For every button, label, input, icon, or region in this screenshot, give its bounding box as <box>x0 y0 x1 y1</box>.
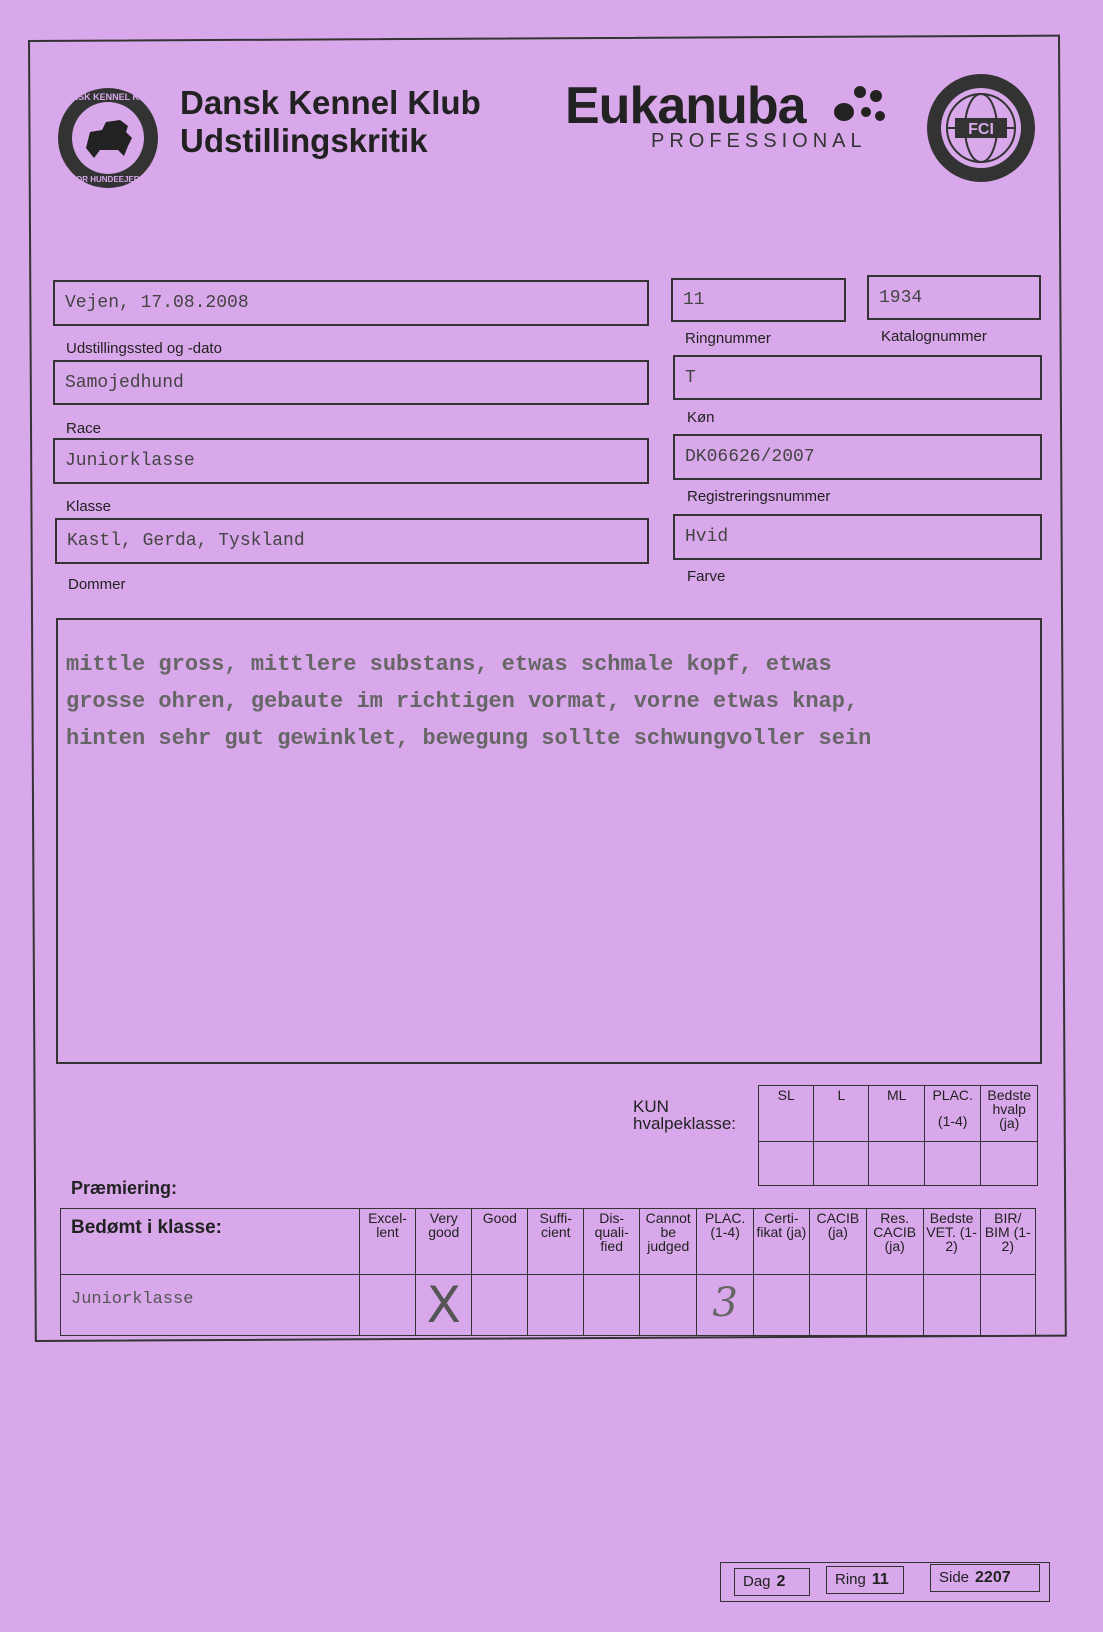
puppy-cell[interactable] <box>869 1142 925 1186</box>
catalog-field[interactable]: 1934 <box>867 275 1041 320</box>
judge-label: Dommer <box>68 576 126 593</box>
sex-label: Køn <box>687 409 715 426</box>
cell-plac[interactable] <box>697 1275 754 1336</box>
puppy-plac-label: PLAC. <box>932 1087 973 1103</box>
place-date-label: Udstillingssted og -dato <box>66 340 222 357</box>
mark-very-good: X <box>426 1276 461 1334</box>
premiering-table <box>60 1208 1036 1336</box>
klasse-field[interactable]: Juniorklasse <box>53 438 649 484</box>
cell-cannot-be-judged[interactable] <box>640 1275 697 1336</box>
col-certifikat: Certi- fikat (ja) <box>753 1209 809 1275</box>
critique-line: hinten sehr gut gewinklet, bewegung sollte schwungvoller sein <box>66 726 872 751</box>
placement-value: 3 <box>712 1280 738 1326</box>
puppy-col-ml: ML <box>869 1086 925 1142</box>
puppy-label-line2: hvalpeklasse: <box>633 1114 737 1133</box>
judged-class-header: Bedømt i klasse: <box>61 1209 360 1275</box>
registration-field[interactable]: DK06626/2007 <box>673 434 1042 480</box>
footer-side-label: Side <box>939 1569 970 1586</box>
premiering-title: Præmiering: <box>71 1178 178 1198</box>
ring-field[interactable]: 11 <box>671 278 846 322</box>
color-field[interactable]: Hvid <box>673 514 1042 560</box>
paw-icon <box>830 82 892 130</box>
puppy-best-sub: hvalp (ja) <box>992 1101 1026 1131</box>
fci-logo <box>925 72 1037 184</box>
col-good: Good <box>472 1209 528 1275</box>
cell-best-vet[interactable] <box>923 1275 980 1336</box>
footer-ring <box>826 1566 904 1594</box>
puppy-class-label <box>633 1098 736 1132</box>
cell-bir-bim[interactable] <box>980 1275 1035 1336</box>
judged-class-value[interactable]: Juniorklasse <box>61 1275 360 1336</box>
race-label: Race <box>66 420 102 437</box>
col-best-vet: Bedste VET. (1-2) <box>923 1209 980 1275</box>
race-field[interactable]: Samojedhund <box>53 360 649 405</box>
ring-label: Ringnummer <box>685 330 771 347</box>
puppy-cell[interactable] <box>759 1142 814 1186</box>
puppy-col-plac <box>924 1086 980 1142</box>
footer-ring-value: 11 <box>871 1571 889 1588</box>
footer-dag <box>734 1568 810 1596</box>
svg-text:FCI: FCI <box>968 121 994 138</box>
col-excellent: Excel- lent <box>359 1209 415 1275</box>
sponsor-sub: PROFESSIONAL <box>651 130 867 152</box>
dansk-kennel-klub-logo <box>56 86 160 190</box>
puppy-cell[interactable] <box>981 1142 1038 1186</box>
form-title <box>180 84 481 160</box>
cell-excellent[interactable] <box>359 1275 415 1336</box>
critique-area[interactable] <box>56 618 1042 1064</box>
critique-line: mittle gross, mittlere substans, etwas schmale kopf, etwas <box>66 652 832 677</box>
catalog-label: Katalognummer <box>881 328 987 345</box>
cell-disqualified[interactable] <box>584 1275 640 1336</box>
col-res-cacib: Res. CACIB (ja) <box>866 1209 923 1275</box>
footer-dag-value: 2 <box>776 1573 786 1590</box>
sex-field[interactable]: T <box>673 355 1042 400</box>
puppy-col-best <box>981 1086 1038 1142</box>
puppy-table <box>758 1085 1038 1186</box>
cell-certifikat[interactable] <box>753 1275 809 1336</box>
puppy-plac-sub: (1-4) <box>937 1113 968 1129</box>
col-very-good: Very good <box>416 1209 472 1275</box>
col-disqualified: Dis- quali- fied <box>584 1209 640 1275</box>
footer-dag-label: Dag <box>743 1573 771 1590</box>
puppy-cell[interactable] <box>814 1142 869 1186</box>
puppy-col-sl: SL <box>759 1086 814 1142</box>
puppy-cell[interactable] <box>924 1142 980 1186</box>
registration-label: Registreringsnummer <box>687 488 831 505</box>
critique-line: grosse ohren, gebaute im richtigen vormat, vorne etwas knap, <box>66 689 859 714</box>
footer-ring-label: Ring <box>835 1571 866 1588</box>
col-cacib: CACIB (ja) <box>809 1209 866 1275</box>
sponsor-name: Eukanuba <box>565 77 806 135</box>
cell-sufficient[interactable] <box>528 1275 584 1336</box>
title-line1: Dansk Kennel Klub <box>180 84 481 121</box>
cell-very-good[interactable] <box>416 1275 472 1336</box>
footer-side-value: 2207 <box>975 1569 1011 1586</box>
svg-text:DANSK KENNEL KLUB: DANSK KENNEL KLUB <box>58 92 158 102</box>
judge-field[interactable]: Kastl, Gerda, Tyskland <box>55 518 649 564</box>
svg-text:FOR HUNDEEJERE: FOR HUNDEEJERE <box>71 175 145 184</box>
eukanuba-logo <box>565 77 867 153</box>
footer-side <box>930 1564 1040 1592</box>
color-label: Farve <box>687 568 726 585</box>
cell-cacib[interactable] <box>809 1275 866 1336</box>
title-line2: Udstillingskritik <box>180 122 428 159</box>
place-date-field[interactable]: Vejen, 17.08.2008 <box>53 280 649 326</box>
klasse-label: Klasse <box>66 498 112 515</box>
cell-good[interactable] <box>472 1275 528 1336</box>
puppy-label-line1: KUN <box>633 1097 669 1116</box>
col-sufficient: Suffi- cient <box>528 1209 584 1275</box>
col-cannot-be-judged: Cannot be judged <box>640 1209 697 1275</box>
cell-res-cacib[interactable] <box>866 1275 923 1336</box>
puppy-best-label: Bedste <box>987 1087 1031 1103</box>
col-bir-bim: BIR/ BIM (1-2) <box>980 1209 1035 1275</box>
col-plac: PLAC. (1-4) <box>697 1209 754 1275</box>
puppy-col-l: L <box>814 1086 869 1142</box>
